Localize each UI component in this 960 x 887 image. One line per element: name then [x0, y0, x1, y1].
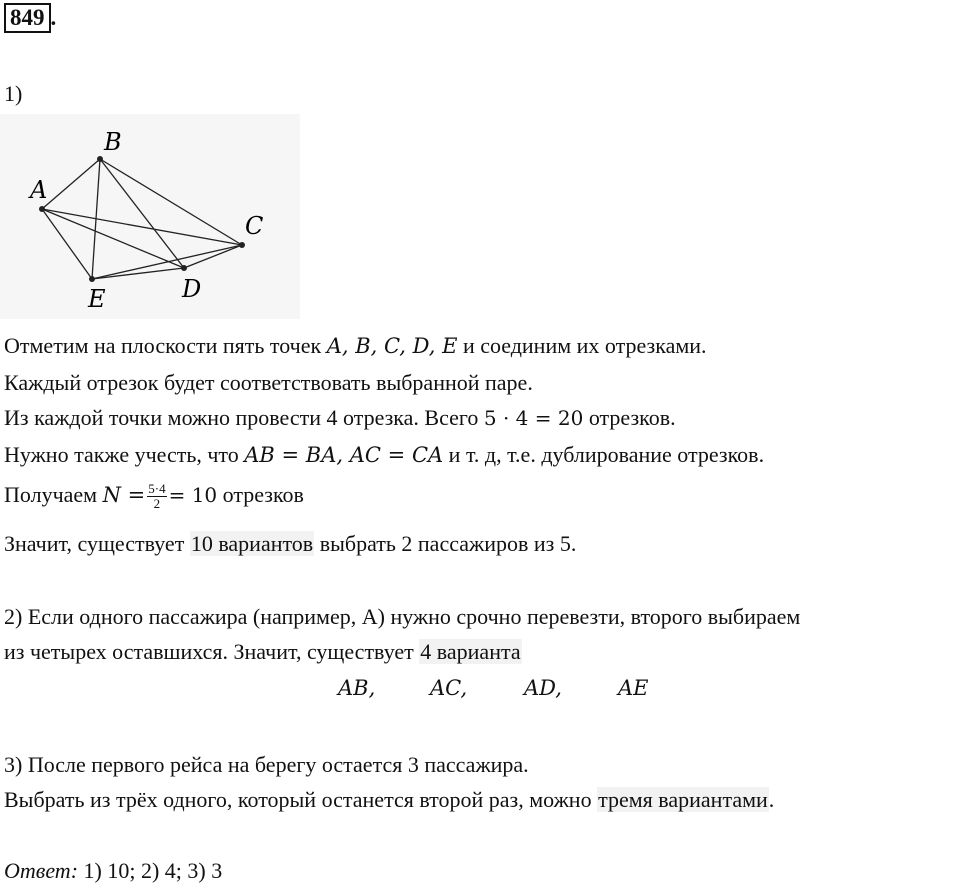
equal-segments-expression: AB = BA, AC = CA	[244, 443, 444, 467]
part1-label: 1)	[4, 81, 23, 106]
part1-line2: Каждый отрезок будет соответствовать выбранной паре.	[4, 370, 533, 395]
part3-line2-text-b: .	[768, 787, 775, 812]
answer-label: Ответ:	[4, 858, 79, 883]
part3-line2	[4, 786, 774, 814]
answer-line	[4, 857, 222, 885]
part1-line6	[4, 530, 576, 558]
point-label-b: B	[104, 128, 122, 156]
geometry-figure	[0, 114, 300, 319]
problem-number	[4, 3, 56, 33]
part1-line5	[4, 481, 304, 511]
formula-result: = 10	[168, 483, 218, 507]
part1-line5-text-a: Получаем	[4, 482, 103, 507]
pairs-row	[0, 676, 960, 706]
pair-ad: AD,	[524, 676, 562, 700]
pair-ac: AC,	[430, 676, 468, 700]
fraction-numerator: 5·4	[148, 481, 166, 497]
part1-line5-text-b: отрезков	[217, 482, 304, 507]
highlight-4-variants: 4 варианта	[420, 639, 521, 664]
highlight-three-variants: тремя вариантами	[598, 787, 768, 812]
part1-line3-text-b: отрезков.	[583, 405, 676, 430]
formula-fraction	[147, 482, 166, 511]
part2-line1: 2) Если одного пассажира (например, А) нужно срочно перевезти, второго выбираем	[4, 604, 801, 629]
product-expression: 5 · 4 = 20	[483, 406, 584, 430]
highlight-10-variants: 10 вариантов	[190, 531, 314, 556]
part1-line1-text-a: Отметим на плоскости пять точек	[4, 333, 327, 358]
part1-line3-text-a: Из каждой точки можно провести 4 отрезка. Всего	[4, 405, 484, 430]
part1-line1-text-b: и соединим их отрезками.	[457, 333, 707, 358]
formula-n: N =	[102, 483, 146, 507]
part1-line4	[4, 441, 764, 469]
part3-line1: 3) После первого рейса на берегу остается 3 пассажира.	[4, 752, 529, 777]
point-label-d: D	[182, 275, 202, 303]
point-label-e: E	[88, 285, 106, 313]
part1-line4-text-a: Нужно также учесть, что	[4, 442, 245, 467]
part1-line6-text-a: Значит, существует	[4, 531, 190, 556]
part1-line4-text-b: и т. д, т.е. дублирование отрезков.	[443, 442, 765, 467]
point-label-c: C	[245, 212, 264, 240]
problem-number-dot: .	[50, 5, 57, 30]
part2-line2-text-a: из четырех оставшихся. Значит, существует	[4, 639, 420, 664]
pair-ab: AB,	[338, 676, 376, 700]
part1-line6-text-b: выбрать 2 пассажиров из 5.	[314, 531, 577, 556]
problem-number-box: 849	[4, 3, 51, 33]
part1-line1	[4, 332, 707, 360]
part1-line3	[4, 404, 676, 432]
part3-line2-text-a: Выбрать из трёх одного, который останется второй раз, можно	[4, 787, 598, 812]
pair-ae: AE	[618, 676, 649, 700]
point-label-a: A	[30, 176, 48, 204]
answer-text: 1) 10; 2) 4; 3) 3	[78, 858, 223, 883]
fraction-denominator: 2	[153, 496, 161, 512]
points-list: A, B, C, D, E	[326, 334, 458, 358]
part2-line2	[4, 638, 522, 666]
